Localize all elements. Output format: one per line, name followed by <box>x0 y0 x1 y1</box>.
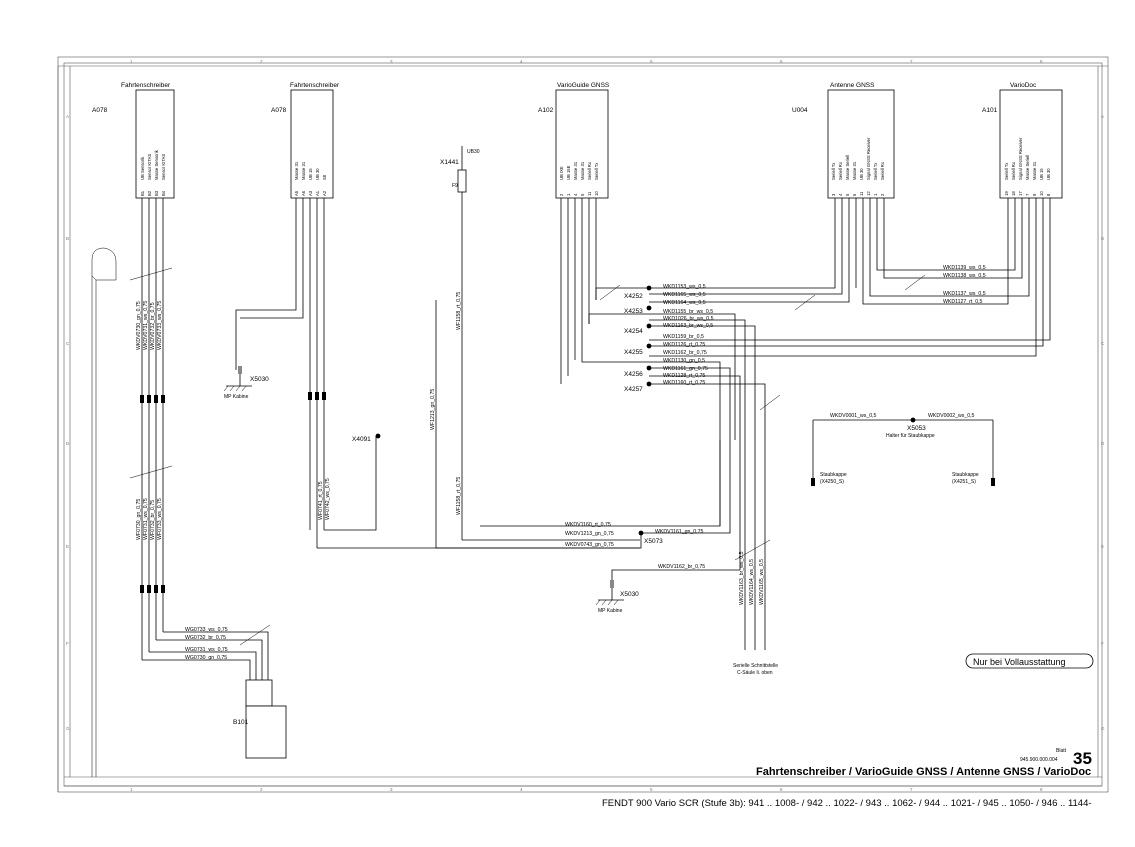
svg-text:Seriell Tx: Seriell Tx <box>831 162 836 180</box>
svg-text:Masse 31: Masse 31 <box>294 161 299 180</box>
svg-text:UB 30: UB 30 <box>859 168 864 180</box>
svg-text:WKDV0001_ws_0,5: WKDV0001_ws_0,5 <box>830 413 877 419</box>
grid-col-7: 7 <box>910 59 913 64</box>
svg-text:WF1158_rt_0,75: WF1158_rt_0,75 <box>456 476 462 515</box>
svg-text:A: A <box>66 114 70 119</box>
sheet-title: Fahrtenschreiber / VarioGuide GNSS / Antenne GNSS / VarioDoc <box>756 766 1092 778</box>
svg-text:MP Kabine: MP Kabine <box>598 608 623 614</box>
grid-col-4: 4 <box>520 59 523 64</box>
svg-text:WKDV0743_gn_0,75: WKDV0743_gn_0,75 <box>565 542 614 548</box>
svg-text:Serielle Schnittstelle: Serielle Schnittstelle <box>733 663 779 669</box>
svg-text:Antenne GNSS: Antenne GNSS <box>830 82 875 89</box>
svg-text:S8: S8 <box>322 174 327 180</box>
svg-text:Masse Seriell: Masse Seriell <box>845 154 850 180</box>
svg-text:WKDV1162_br_0,75: WKDV1162_br_0,75 <box>658 564 706 570</box>
svg-text:WKDV1160_rt_0,75: WKDV1160_rt_0,75 <box>565 522 611 528</box>
wire-label: WF0733_ws_0,75 <box>157 498 163 540</box>
svg-text:Masse Sensorik: Masse Sensorik <box>154 150 159 180</box>
svg-text:Sensor KITAS: Sensor KITAS <box>161 153 166 180</box>
svg-text:7: 7 <box>1025 193 1030 196</box>
svg-text:A1: A1 <box>315 190 320 196</box>
svg-text:WG0731_ws_0,75: WG0731_ws_0,75 <box>185 647 228 653</box>
svg-text:3: 3 <box>390 787 393 792</box>
x5053-holder <box>811 413 995 486</box>
svg-text:UB30: UB30 <box>467 149 480 155</box>
svg-text:Halter für Staubkappe: Halter für Staubkappe <box>886 433 935 439</box>
wire-label: WF0730_gn_0,75 <box>136 498 142 540</box>
svg-text:D: D <box>1101 441 1105 446</box>
grid-col-1: 1 <box>130 59 133 64</box>
wire-label: WF0732_br_0,75 <box>150 499 156 540</box>
svg-text:WKDV1161_gn_0,75: WKDV1161_gn_0,75 <box>655 529 704 535</box>
svg-text:Masse 31: Masse 31 <box>1032 161 1037 180</box>
svg-text:WKDV1163_br_ws_0,5: WKDV1163_br_ws_0,5 <box>739 551 745 605</box>
svg-text:U004: U004 <box>792 107 808 114</box>
device-fahrtenschreiber-1 <box>92 82 174 660</box>
svg-text:2: 2 <box>880 193 885 196</box>
svg-text:A5: A5 <box>294 190 299 196</box>
wire-label: WKDV0733_ws_0,75 <box>157 300 163 350</box>
svg-text:11: 11 <box>587 191 592 196</box>
svg-text:11: 11 <box>859 191 864 196</box>
svg-text:10: 10 <box>594 191 599 196</box>
blatt-doc: 945.900.000.004 <box>1020 757 1058 763</box>
svg-text:X4255: X4255 <box>624 349 643 356</box>
svg-text:2: 2 <box>260 787 263 792</box>
svg-text:WKD1160_rt_0,75: WKD1160_rt_0,75 <box>663 380 706 386</box>
svg-text:VarioGuide GNSS: VarioGuide GNSS <box>557 82 610 89</box>
grid-col-3: 3 <box>390 59 393 64</box>
svg-text:X4254: X4254 <box>624 328 643 335</box>
svg-text:F: F <box>66 641 69 646</box>
svg-text:1: 1 <box>130 787 133 792</box>
svg-text:WKD1153_ws_0,5: WKD1153_ws_0,5 <box>663 284 706 290</box>
svg-text:X5030: X5030 <box>620 591 639 598</box>
svg-text:WKD1139_ws_0,5: WKD1139_ws_0,5 <box>943 265 986 271</box>
svg-text:UB 15: UB 15 <box>308 168 313 180</box>
svg-text:VarioDoc: VarioDoc <box>1010 82 1037 89</box>
svg-text:X4253: X4253 <box>624 308 643 315</box>
device-varioguide-gnss <box>538 82 610 384</box>
svg-text:UB IXE: UB IXE <box>559 166 564 180</box>
svg-text:Signal GNSS Receiver: Signal GNSS Receiver <box>1018 137 1023 180</box>
svg-text:4: 4 <box>838 193 843 196</box>
svg-text:Masse 31: Masse 31 <box>573 161 578 180</box>
svg-text:WF0742_ws_0,75: WF0742_ws_0,75 <box>325 478 331 520</box>
svg-text:X4256: X4256 <box>624 371 643 378</box>
svg-text:Masse Seriell: Masse Seriell <box>1025 154 1030 180</box>
x1441-fuse <box>440 146 640 540</box>
grid-col-5: 5 <box>650 59 653 64</box>
svg-text:X1441: X1441 <box>440 159 459 166</box>
svg-text:X4091: X4091 <box>352 436 371 443</box>
svg-text:G: G <box>1101 726 1105 731</box>
svg-text:Staubkappe: Staubkappe <box>820 472 847 478</box>
svg-text:19: 19 <box>1004 191 1009 196</box>
bus-wires <box>582 198 1050 570</box>
device-fahrtenschreiber-2 <box>236 82 376 548</box>
svg-text:(X4250_S): (X4250_S) <box>820 479 844 485</box>
svg-text:WKD1126_rt_0,75: WKD1126_rt_0,75 <box>663 342 706 348</box>
svg-text:Seriell Rx: Seriell Rx <box>838 162 843 180</box>
svg-text:MP Kabine: MP Kabine <box>224 394 249 400</box>
svg-text:10: 10 <box>1039 191 1044 196</box>
b101-label: B101 <box>233 719 249 726</box>
serial-interface <box>720 395 780 676</box>
svg-text:17: 17 <box>1018 191 1023 196</box>
svg-text:Signal GNSS Receiver: Signal GNSS Receiver <box>866 137 871 180</box>
svg-text:Sensor KITAS: Sensor KITAS <box>147 153 152 180</box>
title-block <box>756 748 1092 778</box>
device-title: Fahrtenschreiber <box>121 82 171 89</box>
svg-text:9: 9 <box>1032 193 1037 196</box>
svg-text:1: 1 <box>873 193 878 196</box>
svg-text:UB 15E: UB 15E <box>566 165 571 180</box>
svg-text:(X4251_S): (X4251_S) <box>952 479 976 485</box>
svg-text:WKD1162_br_0,75: WKD1162_br_0,75 <box>663 350 707 356</box>
svg-text:Seriell Tx: Seriell Tx <box>594 162 599 180</box>
svg-text:WG0730_gn_0,75: WG0730_gn_0,75 <box>185 655 228 661</box>
svg-text:B2: B2 <box>147 190 152 196</box>
svg-text:8: 8 <box>1046 193 1051 196</box>
svg-text:C: C <box>1101 341 1105 346</box>
svg-text:WKD1164_ws_0,5: WKD1164_ws_0,5 <box>663 300 706 306</box>
svg-text:B1: B1 <box>140 190 145 196</box>
footer-note: FENDT 900 Vario SCR (Stufe 3b): 941 .. 1008- / 942 .. 1022- / 943 .. 1062- / 944 .. 1021- / 945 .. 1050- / 946 .. 1144- <box>602 798 1092 809</box>
svg-text:Masse 31: Masse 31 <box>580 161 585 180</box>
grid-col-2: 2 <box>260 59 263 64</box>
svg-text:Staubkappe: Staubkappe <box>952 472 979 478</box>
svg-text:UB 30: UB 30 <box>1046 168 1051 180</box>
svg-text:Seriell Tx: Seriell Tx <box>873 162 878 180</box>
svg-text:WKD1163_br_ws_0,5: WKD1163_br_ws_0,5 <box>663 323 714 329</box>
svg-text:A2: A2 <box>322 190 327 196</box>
svg-text:7: 7 <box>910 787 913 792</box>
svg-text:B4: B4 <box>161 190 166 196</box>
svg-text:UB Sensorik: UB Sensorik <box>140 156 145 180</box>
wire-label: WKDV0730_gn_0,75 <box>136 301 142 350</box>
svg-text:Masse 31: Masse 31 <box>301 161 306 180</box>
svg-text:F9: F9 <box>452 183 458 189</box>
device-ref: A078 <box>92 107 108 114</box>
device-variodoc <box>982 82 1062 198</box>
svg-text:5: 5 <box>650 787 653 792</box>
svg-text:A078: A078 <box>271 107 287 114</box>
grid-col-6: 6 <box>780 59 783 64</box>
junction-block <box>624 286 651 393</box>
device-antenne-gnss <box>792 82 1029 305</box>
svg-text:G: G <box>66 726 70 731</box>
svg-text:A: A <box>1101 114 1105 119</box>
svg-text:WF1213_gn_0,75: WF1213_gn_0,75 <box>430 388 436 430</box>
svg-text:WKD1161_gn_0,75: WKD1161_gn_0,75 <box>663 366 708 372</box>
svg-text:WKD1159_br_0,5: WKD1159_br_0,5 <box>663 334 704 340</box>
svg-text:WKDV1164_ws_0,5: WKDV1164_ws_0,5 <box>749 558 755 605</box>
svg-text:A6: A6 <box>301 190 306 196</box>
svg-text:A102: A102 <box>538 107 554 114</box>
svg-text:WKD1137_ws_0,5: WKD1137_ws_0,5 <box>943 291 986 297</box>
svg-text:B3: B3 <box>154 190 159 196</box>
svg-text:E: E <box>1101 544 1105 549</box>
blatt-label: Blatt <box>1056 748 1067 754</box>
svg-text:4: 4 <box>573 193 578 196</box>
svg-text:WKD1165_ws_0,5: WKD1165_ws_0,5 <box>663 292 706 298</box>
svg-text:UB 30: UB 30 <box>315 168 320 180</box>
svg-text:Seriell Rx: Seriell Rx <box>880 162 885 180</box>
svg-text:5: 5 <box>580 193 585 196</box>
svg-text:3: 3 <box>831 193 836 196</box>
svg-text:12: 12 <box>866 191 871 196</box>
svg-text:F: F <box>1101 641 1104 646</box>
svg-text:6: 6 <box>852 193 857 196</box>
svg-text:WKD1155_br_ws_0,5: WKD1155_br_ws_0,5 <box>663 309 714 315</box>
svg-text:C: C <box>66 341 70 346</box>
svg-text:1: 1 <box>566 193 571 196</box>
x5030-ground-lower <box>596 564 740 614</box>
svg-text:X4252: X4252 <box>624 293 643 300</box>
svg-text:8: 8 <box>1040 787 1043 792</box>
svg-text:X5030: X5030 <box>250 376 269 383</box>
svg-text:WG0732_br_0,75: WG0732_br_0,75 <box>185 635 226 641</box>
svg-text:WKD1127_rt_0,5: WKD1127_rt_0,5 <box>943 299 983 305</box>
svg-text:WF0741_rt_0,75: WF0741_rt_0,75 <box>318 481 324 520</box>
svg-text:WG0733_ws_0,75: WG0733_ws_0,75 <box>185 627 228 633</box>
svg-text:A3: A3 <box>308 190 313 196</box>
svg-text:WKDV1213_gn_0,75: WKDV1213_gn_0,75 <box>565 531 614 537</box>
svg-text:5: 5 <box>845 193 850 196</box>
svg-text:WF1158_rt_0,75: WF1158_rt_0,75 <box>456 291 462 330</box>
svg-text:6: 6 <box>780 787 783 792</box>
svg-text:Nur bei Vollausstattung: Nur bei Vollausstattung <box>973 657 1066 667</box>
svg-text:Seriell Rx: Seriell Rx <box>1011 162 1016 180</box>
wire-label: WKDV0731_ws_0,75 <box>143 300 149 350</box>
x5073-junction <box>317 440 730 548</box>
x5030-ground-upper <box>224 366 269 400</box>
b101-harness <box>142 625 286 758</box>
blatt-number: 35 <box>1073 749 1092 768</box>
svg-text:B: B <box>1101 236 1105 241</box>
svg-text:Seriell Rx: Seriell Rx <box>587 162 592 180</box>
svg-text:Seriell Tx: Seriell Tx <box>1004 162 1009 180</box>
svg-text:WKD1138_ws_0,5: WKD1138_ws_0,5 <box>943 273 986 279</box>
wire-label: WF0731_ws_0,75 <box>143 498 149 540</box>
svg-text:WKD1128_rt_0,75: WKD1128_rt_0,75 <box>663 373 706 379</box>
option-badge <box>966 654 1093 668</box>
svg-text:WKD1026_br_ws_0,5: WKD1026_br_ws_0,5 <box>663 316 714 322</box>
svg-text:WKD1130_gn_0,5: WKD1130_gn_0,5 <box>663 358 706 364</box>
svg-text:C-Säule li. oben: C-Säule li. oben <box>737 670 773 676</box>
svg-text:4: 4 <box>520 787 523 792</box>
svg-text:D: D <box>66 441 70 446</box>
svg-text:Fahrtenschreiber: Fahrtenschreiber <box>290 82 340 89</box>
svg-text:WKDV0002_ws_0,5: WKDV0002_ws_0,5 <box>928 413 975 419</box>
svg-text:X5053: X5053 <box>907 425 926 432</box>
svg-text:WKDV1165_ws_0,5: WKDV1165_ws_0,5 <box>759 558 765 605</box>
b101-sensor <box>246 706 286 758</box>
wire-label: WKDV0732_br_0,75 <box>150 302 156 350</box>
svg-text:Masse 31: Masse 31 <box>852 161 857 180</box>
svg-text:2: 2 <box>559 193 564 196</box>
svg-text:18: 18 <box>1011 191 1016 196</box>
grid-col-8: 8 <box>1040 59 1043 64</box>
svg-text:X5073: X5073 <box>644 538 663 545</box>
svg-text:B: B <box>66 236 70 241</box>
svg-text:A101: A101 <box>982 107 998 114</box>
svg-text:UB 15: UB 15 <box>1039 168 1044 180</box>
svg-text:E: E <box>66 544 70 549</box>
svg-text:X4257: X4257 <box>624 386 643 393</box>
